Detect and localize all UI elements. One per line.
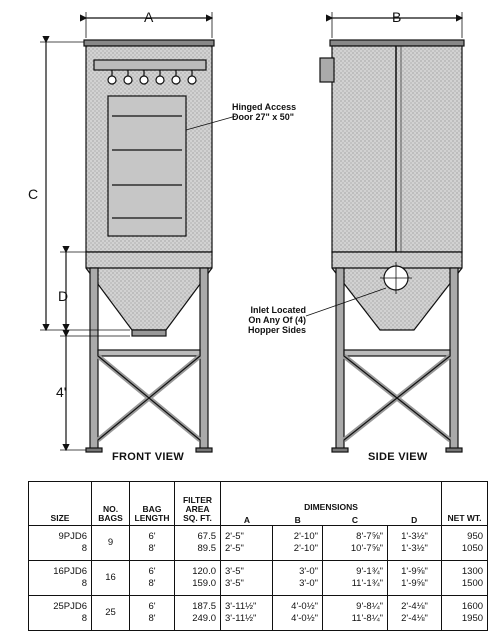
cell-dim-a: 3'-11½" 3'-11½" xyxy=(221,596,273,631)
cell-dim-c: 9'-1¾" 11'-1¾" xyxy=(323,561,388,596)
table-header-row xyxy=(29,482,488,526)
header-bag-length: BAG LENGTH xyxy=(130,482,175,526)
cell-bags: 25 xyxy=(92,596,130,631)
cell-dim-c: 9'-8¼" 11'-8¼" xyxy=(323,596,388,631)
cell-length: 6' 8' xyxy=(130,561,175,596)
header-dimensions xyxy=(221,482,442,526)
table-row xyxy=(29,526,488,561)
access-door xyxy=(108,96,186,236)
cell-length: 6' 8' xyxy=(130,596,175,631)
side-leg-right xyxy=(450,268,458,450)
specifications-table xyxy=(28,481,488,631)
cell-dim-b: 4'-0½" 4'-0½" xyxy=(273,596,323,631)
dim-a-label: A xyxy=(144,9,154,25)
door-callout xyxy=(232,102,310,122)
table-row xyxy=(29,561,488,596)
front-view xyxy=(40,12,236,452)
dim-d-label: D xyxy=(58,288,69,304)
inlet-callout-line1: Inlet Located xyxy=(250,305,306,315)
inlet-callout-line2: On Any Of (4) xyxy=(248,315,306,325)
header-bags: NO. BAGS xyxy=(92,482,130,526)
door-callout-line2: Door 27" x 50" xyxy=(232,112,295,122)
dim-c-label: C xyxy=(28,186,39,202)
header-dim-c: C xyxy=(351,515,358,525)
side-view xyxy=(306,12,464,452)
header-filter-area: FILTER AREA SQ. FT. xyxy=(175,482,221,526)
cell-dim-a: 3'-5" 3'-5" xyxy=(221,561,273,596)
cell-dim-d: 1'-3½" 1'-3½" xyxy=(388,526,442,561)
side-view-label: SIDE VIEW xyxy=(368,451,428,463)
side-leg-left xyxy=(336,268,344,450)
cell-length: 6' 8' xyxy=(130,526,175,561)
cell-area: 120.0 159.0 xyxy=(175,561,221,596)
front-hopper xyxy=(86,252,212,330)
cell-dim-d: 2'-4⅛" 2'-4⅛" xyxy=(388,596,442,631)
front-view-label: FRONT VIEW xyxy=(112,451,185,463)
front-leg-right xyxy=(200,268,208,450)
inlet-callout-line3: Hopper Sides xyxy=(247,325,306,335)
door-callout-line1: Hinged Access xyxy=(232,102,297,112)
cell-dim-b: 3'-0" 3'-0" xyxy=(273,561,323,596)
side-cabinet xyxy=(332,46,462,252)
cell-bags: 9 xyxy=(92,526,130,561)
cell-size: 9PJD6 8 xyxy=(29,526,92,561)
front-leg-left xyxy=(90,268,98,450)
header-dim-b: B xyxy=(294,515,301,525)
cell-dim-d: 1'-9⅝" 1'-9⅝" xyxy=(388,561,442,596)
cell-dim-a: 2'-5" 2'-5" xyxy=(221,526,273,561)
side-hopper xyxy=(332,252,462,330)
table-row xyxy=(29,596,488,631)
cell-weight: 1300 1500 xyxy=(442,561,488,596)
header-net-weight: NET WT. xyxy=(442,482,488,526)
cell-weight: 1600 1950 xyxy=(442,596,488,631)
cell-size: 16PJD6 8 xyxy=(29,561,92,596)
header-dim-a: A xyxy=(243,515,250,525)
cell-weight: 950 1050 xyxy=(442,526,488,561)
cell-size: 25PJD6 8 xyxy=(29,596,92,631)
header-dimensions-title: DIMENSIONS xyxy=(304,502,358,512)
dim-b-label: B xyxy=(392,9,402,25)
header-size: SIZE xyxy=(29,482,92,526)
cell-area: 67.5 89.5 xyxy=(175,526,221,561)
cell-area: 187.5 249.0 xyxy=(175,596,221,631)
dim-leg-label: 4' xyxy=(56,384,67,400)
cell-bags: 16 xyxy=(92,561,130,596)
cell-dim-c: 8'-7⅝" 10'-7⅝" xyxy=(323,526,388,561)
inlet-callout xyxy=(226,305,306,335)
header-dim-d: D xyxy=(411,515,418,525)
cell-dim-b: 2'-10" 2'-10" xyxy=(273,526,323,561)
